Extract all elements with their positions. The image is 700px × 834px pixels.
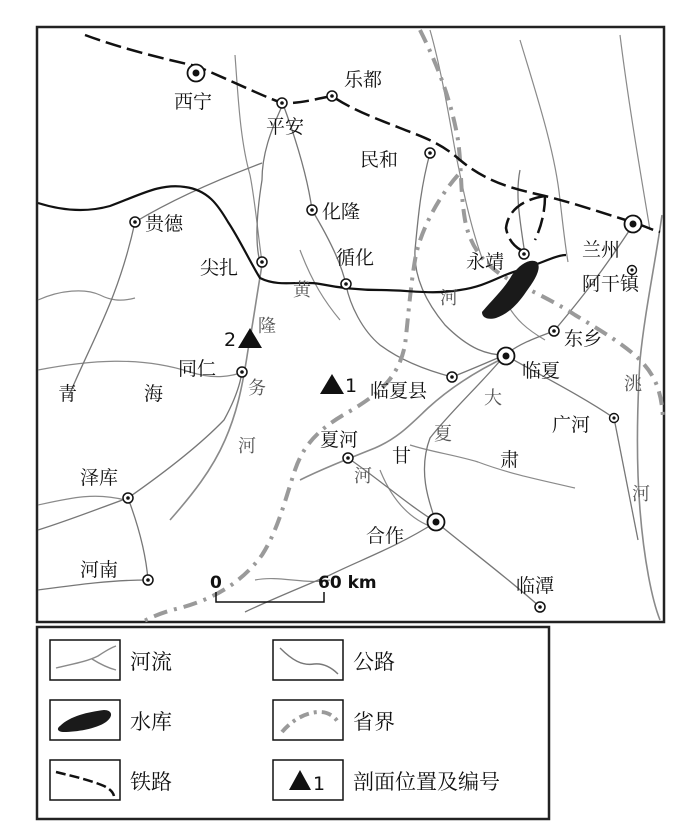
city-label: 贵德 xyxy=(145,213,184,235)
town-center-icon xyxy=(126,496,130,500)
city-label: 泽库 xyxy=(80,467,119,489)
city-label: 夏河 xyxy=(320,429,359,451)
city-label: 同仁 xyxy=(178,358,217,380)
section-number: 1 xyxy=(345,375,358,397)
river-char-huanghe: 黄 xyxy=(293,280,311,301)
town-center-icon xyxy=(552,329,556,333)
scale-end: 60 km xyxy=(318,573,377,593)
legend-label: 河流 xyxy=(130,650,172,674)
city-label: 民和 xyxy=(360,149,399,171)
town-center-icon xyxy=(522,252,526,256)
town-center-icon xyxy=(260,260,264,264)
city-label: 化隆 xyxy=(322,201,361,223)
river-char-longwu: 隆 xyxy=(258,316,276,337)
town-center-icon xyxy=(346,456,350,460)
province-char-qinghai: 青 xyxy=(58,383,78,405)
city-label: 临潭 xyxy=(516,575,555,597)
river-char-huanghe: 河 xyxy=(440,288,458,309)
section-number: 2 xyxy=(224,329,237,351)
town-center-icon xyxy=(612,416,615,419)
province-char-gansu: 甘 xyxy=(392,445,412,467)
river-char-daxia: 夏 xyxy=(434,424,452,445)
major-city-center-icon xyxy=(193,70,200,77)
city-label: 河南 xyxy=(80,559,119,581)
city-label: 广河 xyxy=(552,414,591,436)
legend-label: 水库 xyxy=(130,710,172,734)
city-label: 乐都 xyxy=(344,69,383,91)
city-label: 阿干镇 xyxy=(582,273,640,295)
legend-label: 公路 xyxy=(353,650,395,674)
city-label: 尖扎 xyxy=(200,257,239,279)
city-label: 循化 xyxy=(336,247,375,269)
town-center-icon xyxy=(280,101,284,105)
legend-label: 剖面位置及编号 xyxy=(353,770,500,794)
scale-start: 0 xyxy=(210,573,222,593)
province-char-gansu: 肃 xyxy=(500,449,520,471)
river-char-tao: 河 xyxy=(632,484,650,505)
river-char-longwu: 河 xyxy=(238,436,256,457)
river-char-daxia: 河 xyxy=(354,466,372,487)
city-label: 永靖 xyxy=(466,251,505,273)
town-center-icon xyxy=(240,370,244,374)
town-center-icon xyxy=(428,151,432,155)
town-center-icon xyxy=(133,220,137,224)
town-center-icon xyxy=(330,94,334,98)
city-label: 合作 xyxy=(366,525,405,547)
legend xyxy=(37,627,549,819)
river-char-daxia: 大 xyxy=(484,388,502,409)
town-center-icon xyxy=(146,578,150,582)
town-center-icon xyxy=(344,282,348,286)
legend-label: 省界 xyxy=(353,710,395,734)
map-frame xyxy=(37,27,664,622)
province-char-qinghai: 海 xyxy=(144,383,164,405)
major-city-center-icon xyxy=(433,519,440,526)
town-center-icon xyxy=(630,268,633,271)
major-city-center-icon xyxy=(630,221,637,228)
city-label: 临夏 xyxy=(522,360,561,382)
major-city-center-icon xyxy=(503,353,510,360)
river-char-tao: 洮 xyxy=(624,374,642,395)
city-label: 东乡 xyxy=(564,328,603,350)
river-char-longwu: 务 xyxy=(248,378,266,399)
city-label: 临夏县 xyxy=(370,380,428,402)
legend-label: 铁路 xyxy=(130,770,172,794)
city-label: 西宁 xyxy=(174,91,213,113)
town-center-icon xyxy=(538,605,542,609)
city-label: 兰州 xyxy=(582,239,621,261)
town-center-icon xyxy=(450,375,454,379)
legend-marker-number: 1 xyxy=(313,773,326,795)
town-center-icon xyxy=(310,208,314,212)
city-label: 平安 xyxy=(266,116,305,138)
